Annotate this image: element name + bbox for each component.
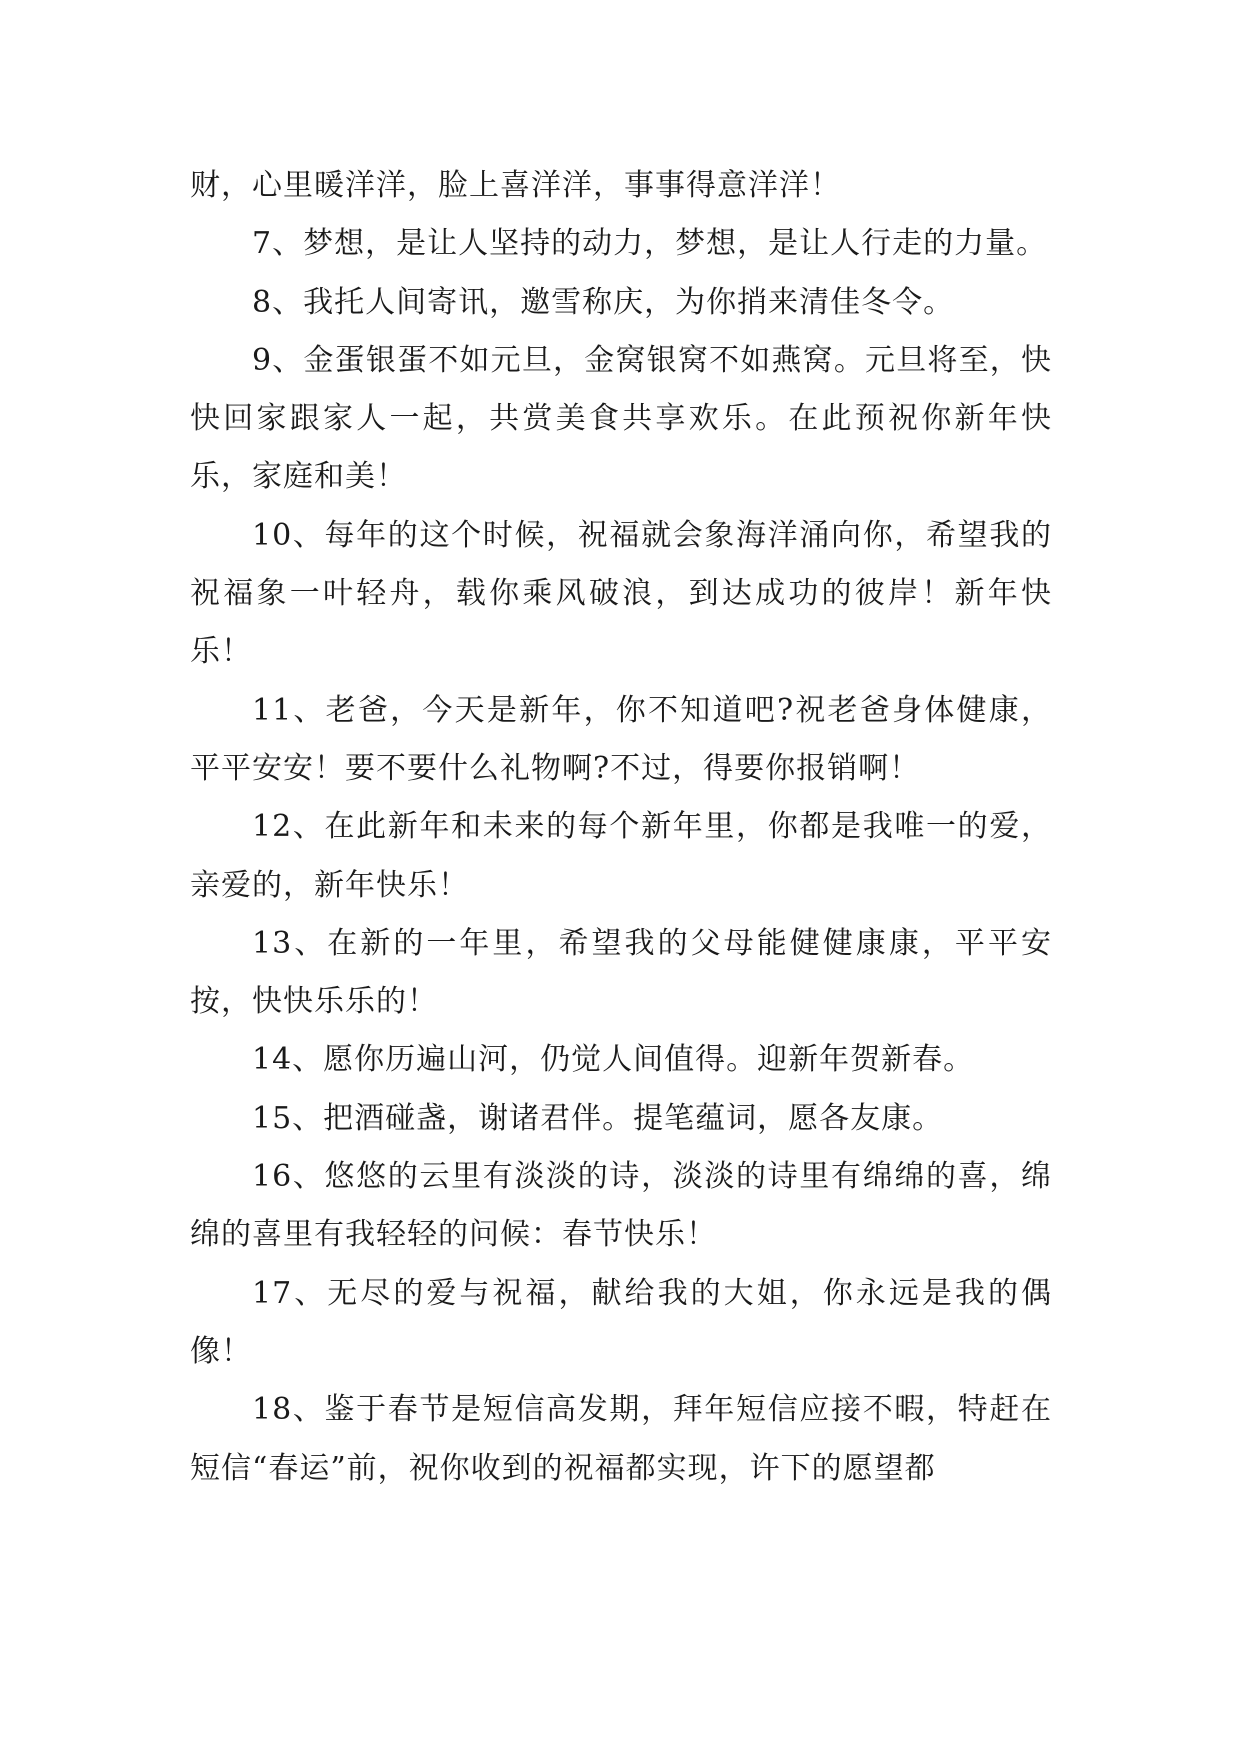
- paragraph-item-9: 9、金蛋银蛋不如元旦，金窝银窝不如燕窝。元旦将至，快快回家跟家人一起，共赏美食共享欢乐。在此预祝你新年快乐，家庭和美！: [190, 342, 1052, 495]
- paragraph-continuation: 财，心里暖洋洋，脸上喜洋洋，事事得意洋洋！: [190, 168, 841, 203]
- paragraph-item-14: 14、愿你历遍山河，仍觉人间值得。迎新年贺新春。: [252, 1042, 975, 1078]
- paragraph-item-12: 12、在此新年和未来的每个新年里，你都是我唯一的爱，亲爱的，新年快乐！: [190, 809, 1052, 903]
- paragraph-item-11: 11、老爸，今天是新年，你不知道吧?祝老爸身体健康，平平安安！要不要什么礼物啊?不过，得要你报销啊！: [190, 692, 1052, 786]
- paragraph-item-10: 10、每年的这个时候，祝福就会象海洋涌向你，希望我的祝福象一叶轻舟，载你乘风破浪，到达成功的彼岸！新年快乐！: [190, 517, 1052, 670]
- document-body: [190, 157, 1052, 1498]
- paragraph-item-15: 15、把酒碰盏，谢诸君伴。提笔蕴词，愿各友康。: [252, 1100, 944, 1136]
- paragraph-item-17: 17、无尽的爱与祝福，献给我的大姐，你永远是我的偶像！: [190, 1275, 1052, 1369]
- paragraph-item-16: 16、悠悠的云里有淡淡的诗，淡淡的诗里有绵绵的喜，绵绵的喜里有我轻轻的问候：春节快乐！: [190, 1159, 1052, 1253]
- paragraph-item-7: 7、梦想，是让人坚持的动力，梦想，是让人行走的力量。: [252, 226, 1048, 262]
- paragraph-item-8: 8、我托人间寄讯，邀雪称庆，为你捎来清佳冬令。: [252, 284, 955, 320]
- paragraph-item-13: 13、在新的一年里，希望我的父母能健健康康，平平安按，快快乐乐的！: [190, 925, 1052, 1020]
- paragraph-item-18: 18、鉴于春节是短信高发期，拜年短信应接不暇，特赶在短信“春运”前，祝你收到的祝福都实现，许下的愿望都: [190, 1392, 1052, 1486]
